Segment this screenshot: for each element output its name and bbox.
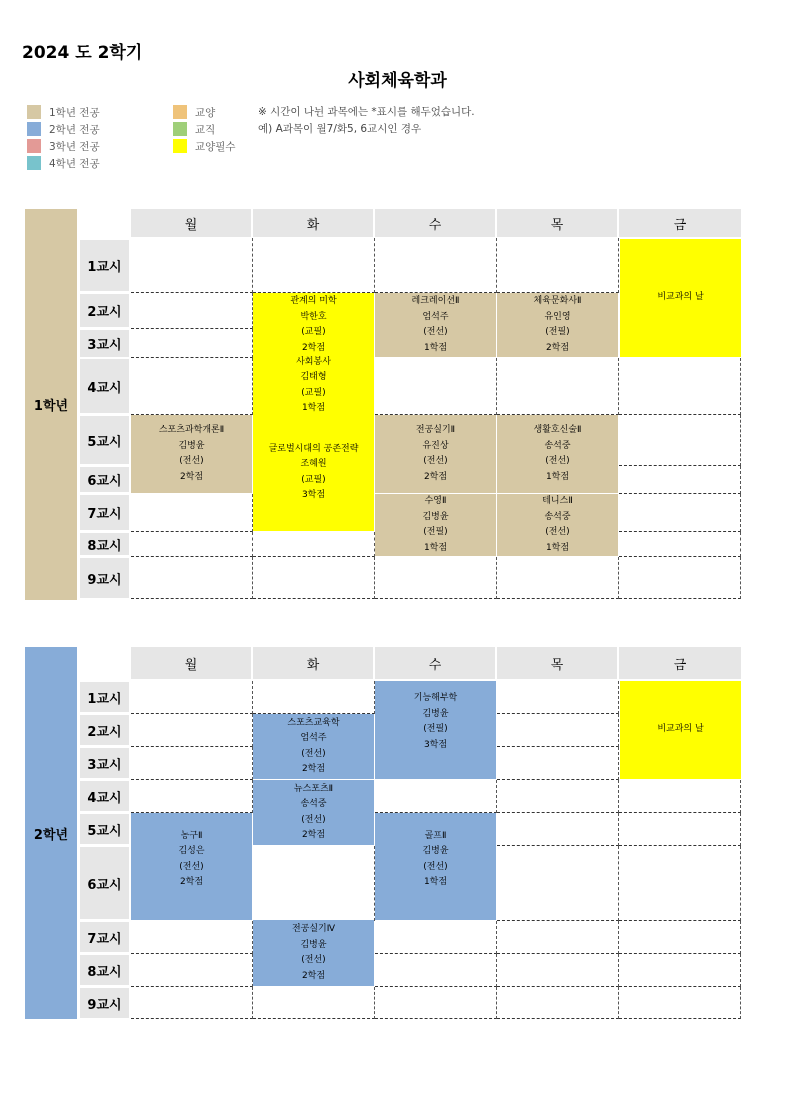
course-block[interactable] bbox=[620, 239, 741, 357]
empty-cell[interactable] bbox=[497, 747, 619, 780]
empty-cell[interactable] bbox=[131, 358, 253, 415]
legend-label-year4: 4학년 전공 bbox=[49, 158, 100, 170]
course-instructor: 김병윤 bbox=[422, 846, 449, 856]
legend-swatch-year1 bbox=[27, 105, 41, 119]
day-header-thu: 목 bbox=[497, 209, 617, 237]
course-block[interactable] bbox=[620, 681, 741, 779]
course-credits: 1학점 bbox=[423, 542, 448, 553]
course-type: (전선) bbox=[423, 456, 448, 466]
empty-cell[interactable] bbox=[619, 780, 741, 813]
empty-cell[interactable] bbox=[253, 681, 375, 714]
period-label: 2교시 bbox=[80, 715, 129, 745]
course-type: (전선) bbox=[179, 456, 204, 466]
empty-cell[interactable] bbox=[497, 954, 619, 987]
period-label: 9교시 bbox=[80, 558, 129, 598]
empty-cell[interactable] bbox=[375, 238, 497, 293]
empty-cell[interactable] bbox=[131, 532, 253, 557]
empty-cell[interactable] bbox=[619, 813, 741, 846]
course-instructor: 김병윤 bbox=[422, 708, 449, 719]
course-type: (교필) bbox=[301, 327, 326, 337]
course-credits: 3학점 bbox=[423, 739, 448, 750]
empty-cell[interactable] bbox=[375, 987, 497, 1019]
course-credits: 2학점 bbox=[423, 471, 448, 482]
course-block[interactable] bbox=[497, 494, 618, 556]
empty-cell[interactable] bbox=[131, 747, 253, 780]
empty-cell[interactable] bbox=[375, 557, 497, 599]
course-block[interactable] bbox=[497, 415, 618, 493]
page-title: 2024 도 2학기 bbox=[22, 43, 143, 63]
empty-cell[interactable] bbox=[497, 987, 619, 1019]
course-instructor: 송석중 bbox=[544, 440, 571, 451]
course-credits: 1학점 bbox=[423, 877, 448, 887]
course-type: (전선) bbox=[179, 861, 204, 872]
course-title: 스포츠과학개론Ⅱ bbox=[158, 425, 225, 435]
empty-cell[interactable] bbox=[131, 987, 253, 1019]
course-type: (교필) bbox=[301, 387, 326, 398]
course-credits: 1학점 bbox=[301, 403, 326, 413]
course-instructor: 김병윤 bbox=[422, 511, 449, 522]
course-block[interactable] bbox=[131, 813, 252, 920]
period-label: 7교시 bbox=[80, 922, 129, 952]
empty-cell[interactable] bbox=[131, 557, 253, 599]
course-title: 사회봉사 bbox=[296, 356, 331, 367]
period-label: 6교시 bbox=[80, 467, 129, 492]
legend-label-year3: 3학년 전공 bbox=[49, 141, 100, 153]
course-instructor: 엄석주 bbox=[422, 311, 449, 322]
empty-cell[interactable] bbox=[131, 921, 253, 954]
period-label: 9교시 bbox=[80, 988, 129, 1018]
course-block[interactable] bbox=[253, 293, 374, 357]
empty-cell[interactable] bbox=[131, 681, 253, 714]
empty-cell[interactable] bbox=[375, 780, 497, 813]
course-title: 기능해부학 bbox=[413, 693, 458, 703]
department-title: 사회체육학과 bbox=[348, 71, 447, 91]
course-title: 스포츠교육학 bbox=[287, 717, 340, 728]
day-header-tue: 화 bbox=[253, 647, 373, 679]
course-type: (전선) bbox=[545, 456, 570, 466]
course-title: 체육문화사Ⅱ bbox=[533, 296, 582, 306]
course-credits: 1학점 bbox=[545, 471, 570, 482]
course-credits: 1학점 bbox=[423, 342, 448, 353]
empty-cell[interactable] bbox=[497, 238, 619, 293]
course-credits: 2학점 bbox=[545, 342, 570, 353]
empty-cell[interactable] bbox=[497, 780, 619, 813]
empty-cell[interactable] bbox=[131, 780, 253, 813]
empty-cell[interactable] bbox=[619, 532, 741, 557]
course-type: (전선) bbox=[423, 327, 448, 337]
period-label: 2교시 bbox=[80, 294, 129, 327]
empty-cell[interactable] bbox=[497, 557, 619, 599]
empty-cell[interactable] bbox=[253, 532, 375, 557]
course-type: (전필) bbox=[423, 527, 448, 537]
course-block[interactable] bbox=[375, 813, 496, 920]
empty-cell[interactable] bbox=[131, 238, 253, 293]
legend-swatch-year4 bbox=[27, 156, 41, 170]
period-label: 8교시 bbox=[80, 533, 129, 555]
empty-cell[interactable] bbox=[131, 954, 253, 987]
course-title: 테니스Ⅱ bbox=[542, 496, 573, 506]
day-header-fri: 금 bbox=[619, 647, 741, 679]
course-type: (전선) bbox=[301, 748, 326, 759]
empty-cell[interactable] bbox=[497, 921, 619, 954]
course-credits: 2학점 bbox=[179, 471, 204, 482]
course-instructor: 김성은 bbox=[178, 846, 205, 856]
course-instructor: 조혜원 bbox=[300, 459, 327, 469]
empty-cell[interactable] bbox=[497, 681, 619, 714]
empty-cell[interactable] bbox=[253, 238, 375, 293]
course-instructor: 김태형 bbox=[300, 372, 327, 382]
course-title: 비교과의 날 bbox=[657, 724, 704, 735]
course-title: 골프Ⅱ bbox=[424, 830, 447, 841]
empty-cell[interactable] bbox=[619, 494, 741, 532]
day-header-wed: 수 bbox=[375, 647, 495, 679]
course-instructor: 유진상 bbox=[422, 440, 449, 451]
empty-cell[interactable] bbox=[253, 557, 375, 599]
empty-cell[interactable] bbox=[619, 846, 741, 921]
course-credits: 2학점 bbox=[301, 830, 326, 840]
course-title: 뉴스포츠Ⅱ bbox=[293, 783, 334, 794]
course-type: (전선) bbox=[301, 814, 326, 825]
legend-label-year1: 1학년 전공 bbox=[49, 107, 100, 119]
empty-cell[interactable] bbox=[131, 329, 253, 358]
period-label: 4교시 bbox=[80, 359, 129, 413]
empty-cell[interactable] bbox=[619, 557, 741, 599]
period-label: 3교시 bbox=[80, 748, 129, 778]
legend-swatch-year2 bbox=[27, 122, 41, 136]
course-title: 글로벌시대의 공존전략 bbox=[268, 443, 359, 454]
legend-label-teaching: 교직 bbox=[195, 124, 216, 136]
legend-swatch-teaching bbox=[173, 122, 187, 136]
legend-label-required: 교양필수 bbox=[195, 141, 236, 153]
day-header-tue: 화 bbox=[253, 209, 373, 237]
course-instructor: 송석중 bbox=[544, 511, 571, 522]
course-type: (전선) bbox=[545, 527, 570, 537]
course-credits: 2학점 bbox=[301, 970, 326, 981]
course-type: (교필) bbox=[301, 474, 326, 485]
legend-label-liberal: 교양 bbox=[195, 107, 216, 119]
day-header-wed: 수 bbox=[375, 209, 495, 237]
course-credits: 2학점 bbox=[301, 342, 326, 353]
course-block[interactable] bbox=[253, 780, 374, 845]
period-label: 3교시 bbox=[80, 330, 129, 357]
course-title: 전공실기Ⅳ bbox=[291, 924, 336, 934]
day-header-mon: 월 bbox=[131, 647, 251, 679]
course-type: (전선) bbox=[301, 955, 326, 965]
legend-swatch-liberal bbox=[173, 105, 187, 119]
course-title: 레크레이션Ⅱ bbox=[411, 296, 460, 306]
course-title: 수영Ⅱ bbox=[424, 496, 447, 506]
period-label: 6교시 bbox=[80, 847, 129, 919]
course-title: 생활호신술Ⅱ bbox=[533, 425, 582, 435]
empty-cell[interactable] bbox=[375, 954, 497, 987]
course-credits: 2학점 bbox=[179, 877, 204, 887]
empty-cell[interactable] bbox=[619, 987, 741, 1019]
legend-label-year2: 2학년 전공 bbox=[49, 124, 100, 136]
empty-cell[interactable] bbox=[497, 813, 619, 846]
period-label: 4교시 bbox=[80, 781, 129, 811]
course-type: (전선) bbox=[423, 861, 448, 872]
empty-cell[interactable] bbox=[619, 415, 741, 466]
empty-cell[interactable] bbox=[619, 358, 741, 415]
course-instructor: 유인영 bbox=[544, 311, 571, 322]
course-title: 전공실기Ⅱ bbox=[415, 425, 456, 435]
course-instructor: 김병윤 bbox=[300, 939, 327, 950]
empty-cell[interactable] bbox=[375, 358, 497, 415]
course-instructor: 박한호 bbox=[300, 311, 327, 322]
period-label: 8교시 bbox=[80, 955, 129, 985]
empty-cell[interactable] bbox=[375, 921, 497, 954]
period-label: 5교시 bbox=[80, 416, 129, 464]
course-title: 관계의 미학 bbox=[290, 296, 337, 306]
course-block[interactable] bbox=[375, 494, 496, 556]
day-header-mon: 월 bbox=[131, 209, 251, 237]
course-credits: 3학점 bbox=[301, 490, 326, 500]
empty-cell[interactable] bbox=[253, 987, 375, 1019]
empty-cell[interactable] bbox=[131, 714, 253, 747]
empty-cell[interactable] bbox=[131, 494, 253, 532]
period-label: 1교시 bbox=[80, 682, 129, 712]
empty-cell[interactable] bbox=[497, 358, 619, 415]
course-credits: 1학점 bbox=[545, 542, 570, 553]
course-block[interactable] bbox=[375, 681, 496, 779]
course-type: (전필) bbox=[423, 724, 448, 734]
day-header-fri: 금 bbox=[619, 209, 741, 237]
course-block[interactable] bbox=[253, 357, 374, 414]
course-instructor: 김병윤 bbox=[178, 440, 205, 451]
empty-cell[interactable] bbox=[131, 293, 253, 329]
legend-swatch-required bbox=[173, 139, 187, 153]
course-block[interactable] bbox=[253, 714, 374, 779]
period-label: 5교시 bbox=[80, 814, 129, 844]
period-label: 1교시 bbox=[80, 240, 129, 291]
course-title: 농구Ⅱ bbox=[180, 830, 203, 841]
course-block[interactable] bbox=[253, 920, 374, 986]
period-label: 7교시 bbox=[80, 495, 129, 530]
course-instructor: 송석중 bbox=[300, 799, 327, 809]
note-line-1: ※ 시간이 나뉜 과목에는 *표시를 해두었습니다. bbox=[258, 106, 475, 118]
legend-swatch-year3 bbox=[27, 139, 41, 153]
course-block[interactable] bbox=[375, 415, 496, 493]
course-type: (전필) bbox=[545, 327, 570, 337]
note-line-2: 예) A과목이 월7/화5, 6교시인 경우 bbox=[258, 123, 422, 135]
course-block[interactable] bbox=[497, 293, 618, 357]
course-title: 비교과의 날 bbox=[657, 292, 704, 303]
day-header-thu: 목 bbox=[497, 647, 617, 679]
year-label: 1학년 bbox=[25, 209, 77, 600]
empty-cell[interactable] bbox=[619, 921, 741, 954]
course-block[interactable] bbox=[253, 414, 374, 531]
course-block[interactable] bbox=[131, 415, 252, 493]
empty-cell[interactable] bbox=[619, 466, 741, 494]
course-credits: 2학점 bbox=[301, 764, 326, 774]
empty-cell[interactable] bbox=[497, 714, 619, 747]
empty-cell[interactable] bbox=[619, 954, 741, 987]
empty-cell[interactable] bbox=[253, 846, 375, 921]
course-instructor: 엄석주 bbox=[300, 733, 327, 743]
empty-cell[interactable] bbox=[497, 846, 619, 921]
year-label: 2학년 bbox=[25, 647, 77, 1019]
course-block[interactable] bbox=[375, 293, 496, 357]
